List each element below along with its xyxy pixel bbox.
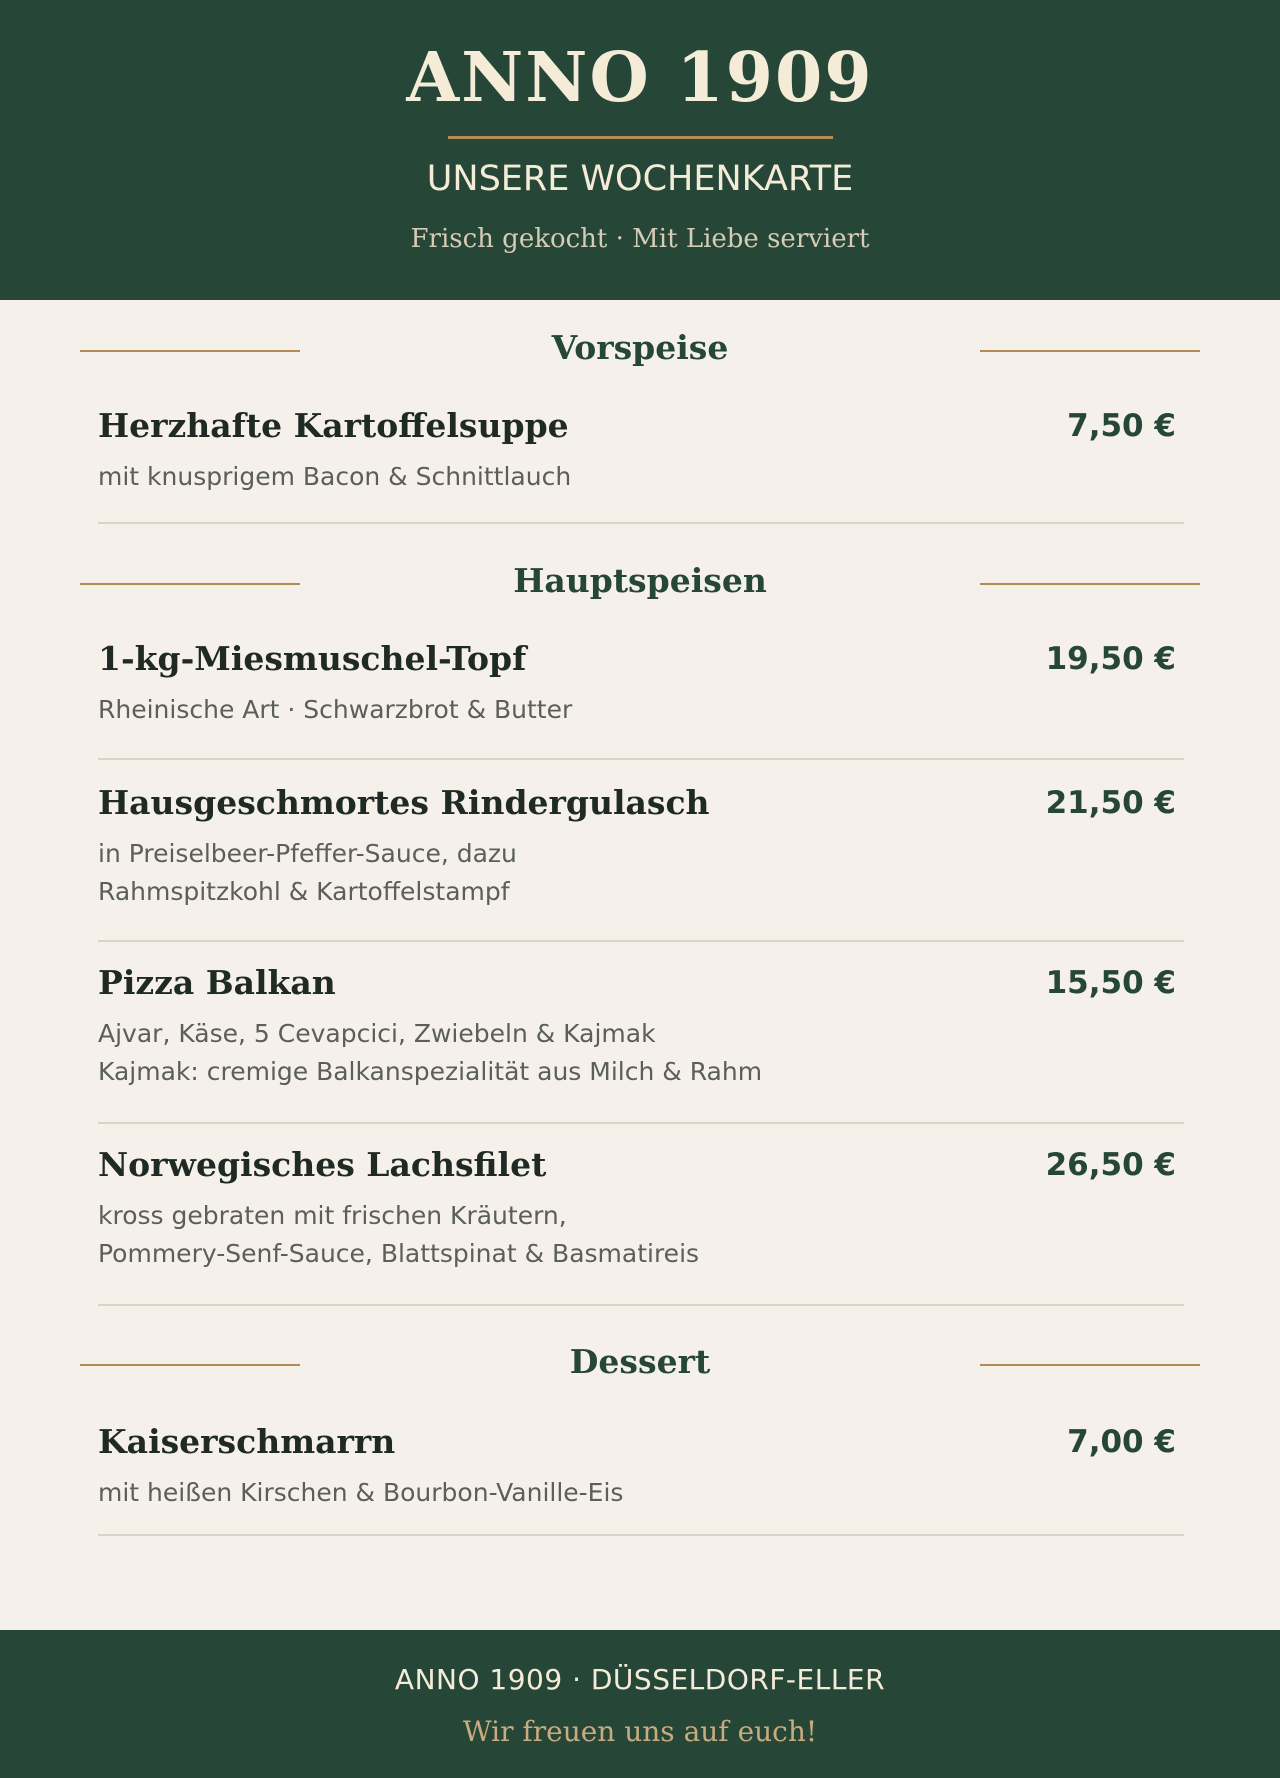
description-line: Rheinische Art · Schwarzbrot & Butter: [98, 695, 573, 724]
description-line: mit knusprigem Bacon & Schnittlauch: [98, 462, 572, 491]
footer-address: ANNO 1909 · DÜSSELDORF-ELLER: [394, 1663, 886, 1696]
dish-description: [98, 458, 571, 496]
dish-description: [98, 1197, 699, 1273]
description-line: Ajvar, Käse, 5 Cevapcici, Zwiebeln & Kajmak: [98, 1019, 656, 1048]
section-rule-right: [980, 583, 1200, 585]
item-divider: [98, 1534, 1184, 1536]
section-heading-hauptspeisen: [80, 559, 1200, 607]
item-divider: [98, 940, 1184, 942]
section-rule-right: [980, 1364, 1200, 1366]
item-divider: [98, 1304, 1184, 1306]
dish-description: [98, 835, 517, 911]
dish-description: [98, 691, 572, 729]
description-line: Kajmak: cremige Balkanspezialität aus Milch & Rahm: [98, 1057, 763, 1086]
menu-header: [0, 0, 1280, 300]
description-line: Rahmspitzkohl & Kartoffelstampf: [98, 877, 510, 906]
dish-price: 21,50 €: [1045, 785, 1176, 821]
dish-name: 1-kg-Miesmuschel-Topf: [98, 639, 527, 678]
item-divider: [98, 522, 1184, 524]
section-title: Vorspeise: [551, 328, 729, 367]
description-line: Pommery-Senf-Sauce, Blattspinat & Basmatireis: [98, 1239, 700, 1268]
dish-price: 19,50 €: [1045, 641, 1176, 677]
restaurant-name: ANNO 1909: [406, 38, 874, 118]
footer-greeting: Wir freuen uns auf euch!: [462, 1715, 818, 1748]
item-divider: [98, 758, 1184, 760]
dish-description: [98, 1474, 623, 1512]
header-divider: [448, 136, 833, 139]
section-title: Dessert: [569, 1342, 711, 1381]
menu-subtitle: UNSERE WOCHENKARTE: [426, 159, 854, 199]
item-divider: [98, 1122, 1184, 1124]
section-heading-dessert: [80, 1340, 1200, 1388]
menu-footer: [0, 1630, 1280, 1778]
description-line: mit heißen Kirschen & Bourbon-Vanille-Eis: [98, 1478, 624, 1507]
dish-price: 7,00 €: [1067, 1424, 1176, 1460]
section-rule-right: [980, 350, 1200, 352]
menu-tagline: Frisch gekocht · Mit Liebe serviert: [410, 224, 870, 254]
dish-price: 7,50 €: [1067, 408, 1176, 444]
dish-price: 15,50 €: [1045, 965, 1176, 1001]
dish-description: [98, 1015, 762, 1091]
dish-name: Kaiserschmarrn: [98, 1422, 396, 1461]
description-line: kross gebraten mit frischen Kräutern,: [98, 1201, 567, 1230]
dish-price: 26,50 €: [1045, 1147, 1176, 1183]
dish-name: Herzhafte Kartoffelsuppe: [98, 406, 569, 445]
section-title: Hauptspeisen: [513, 561, 767, 600]
dish-name: Norwegisches Lachsfilet: [98, 1145, 547, 1184]
dish-name: Pizza Balkan: [98, 963, 336, 1002]
dish-name: Hausgeschmortes Rindergulasch: [98, 783, 710, 822]
section-heading-vorspeise: [80, 326, 1200, 374]
description-line: in Preiselbeer-Pfeffer-Sauce, dazu: [98, 839, 517, 868]
